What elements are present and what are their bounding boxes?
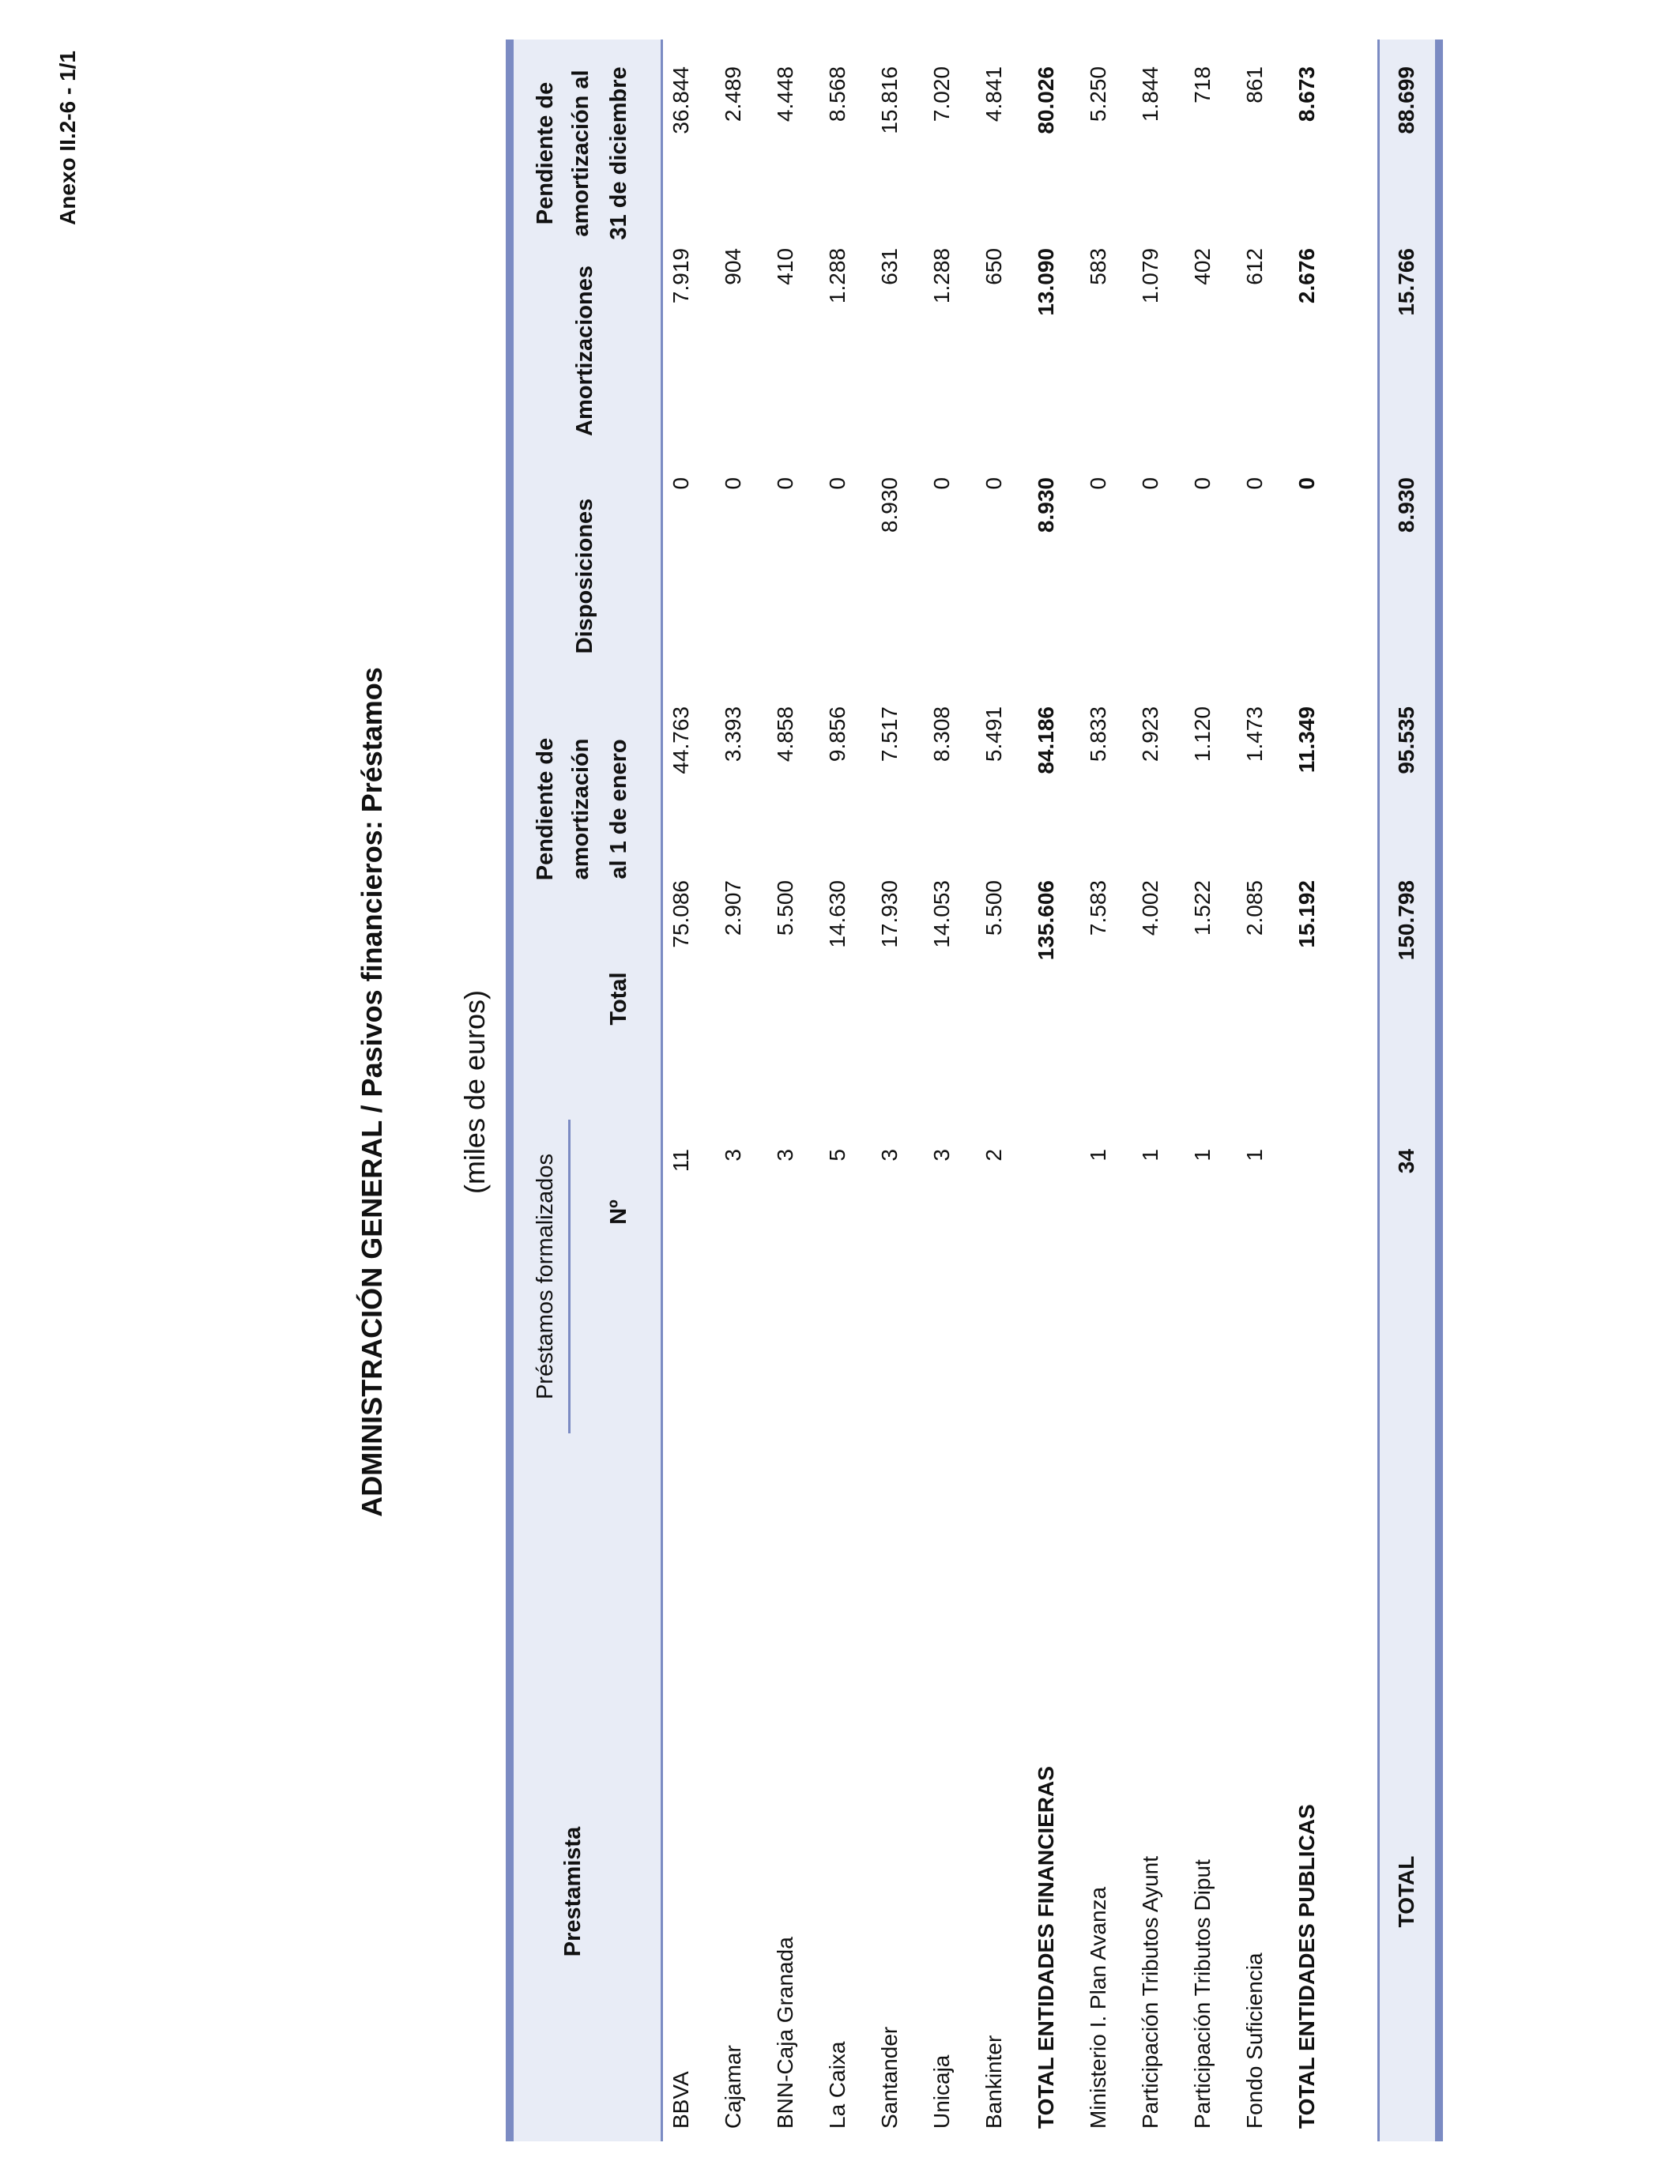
cell-pend1: 1.120 <box>1190 706 1215 763</box>
cell-pend1: 8.308 <box>929 706 954 763</box>
cell-pend1: 2.923 <box>1138 706 1162 763</box>
header-pend1-l1: Pendiente de <box>533 737 558 881</box>
cell-disp: 0 <box>929 477 954 490</box>
cell-disp: 8.930 <box>1394 477 1418 533</box>
cell-n: 1 <box>1138 1149 1162 1162</box>
cell-total: 75.086 <box>669 880 693 948</box>
cell-pend1: 7.517 <box>877 706 902 763</box>
table-row <box>822 0 853 2184</box>
header-total: Total <box>606 972 631 1026</box>
cell-name: BBVA <box>669 2071 693 2129</box>
cell-disp: 0 <box>1242 477 1267 490</box>
cell-total: 5.500 <box>981 880 1006 936</box>
table-row <box>926 0 958 2184</box>
header-pend1-l2: amortización <box>568 738 593 880</box>
cell-n: 1 <box>1086 1149 1110 1162</box>
cell-amort: 410 <box>773 248 797 285</box>
cell-amort: 7.919 <box>669 248 693 304</box>
cell-amort: 402 <box>1190 248 1215 285</box>
subtotal-row-publicas <box>1291 0 1323 2184</box>
cell-pend2: 8.568 <box>825 66 849 122</box>
cell-name: Unicaja <box>929 2054 954 2129</box>
cell-amort: 15.766 <box>1394 248 1418 316</box>
cell-amort: 650 <box>981 248 1006 285</box>
subtotal-row-financieras <box>1030 0 1062 2184</box>
cell-pend2: 2.489 <box>721 66 745 122</box>
header-n: Nº <box>606 1199 631 1225</box>
cell-pend2: 718 <box>1190 66 1215 104</box>
cell-pend1: 5.833 <box>1086 706 1110 763</box>
cell-total: 1.522 <box>1190 880 1215 936</box>
cell-pend2: 4.448 <box>773 66 797 122</box>
cell-n: 11 <box>669 1149 693 1173</box>
cell-name: Ministerio I. Plan Avanza <box>1086 1886 1110 2129</box>
cell-pend1: 95.535 <box>1394 706 1418 774</box>
cell-pend1: 3.393 <box>721 706 745 763</box>
cell-name: Fondo Suficiencia <box>1242 1952 1267 2129</box>
cell-name: TOTAL ENTIDADES FINANCIERAS <box>1034 1766 1058 2129</box>
cell-pend1: 9.856 <box>825 706 849 763</box>
cell-pend2: 5.250 <box>1086 66 1110 122</box>
cell-disp: 0 <box>825 477 849 490</box>
cell-amort: 904 <box>721 248 745 285</box>
cell-name: Participación Tributos Ayunt <box>1138 1855 1162 2129</box>
header-pend2-l3: 31 de diciembre <box>606 66 631 240</box>
cell-pend1: 1.473 <box>1242 706 1267 763</box>
table-row <box>718 0 749 2184</box>
cell-n <box>1030 1149 1062 1267</box>
cell-disp: 0 <box>1190 477 1215 490</box>
table-row <box>874 0 906 2184</box>
cell-disp: 0 <box>981 477 1006 490</box>
cell-amort: 583 <box>1086 248 1110 285</box>
header-disposiciones: Disposiciones <box>572 498 597 654</box>
cell-n: 1 <box>1190 1149 1215 1162</box>
cell-disp: 0 <box>669 477 693 490</box>
cell-disp: 0 <box>1294 477 1319 490</box>
cell-total: 4.002 <box>1138 880 1162 936</box>
cell-total: 135.606 <box>1034 880 1058 961</box>
cell-total: 7.583 <box>1086 880 1110 936</box>
cell-name: TOTAL ENTIDADES PUBLICAS <box>1294 1804 1319 2129</box>
cell-n <box>1291 1149 1323 1267</box>
cell-name: TOTAL <box>1394 1855 1418 1928</box>
header-amortizaciones: Amortizaciones <box>572 265 597 436</box>
grand-total-row <box>1391 0 1422 2184</box>
cell-pend2: 1.844 <box>1138 66 1162 122</box>
cell-pend1: 84.186 <box>1034 706 1058 774</box>
header-divider <box>568 1120 571 1433</box>
cell-name: Santander <box>877 2026 902 2129</box>
cell-n: 3 <box>773 1149 797 1162</box>
header-formalizados: Préstamos formalizados <box>533 1153 558 1400</box>
header-prestamista: Prestamista <box>560 1826 586 1957</box>
annex-label: Anexo II.2-6 - 1/1 <box>55 51 80 225</box>
cell-pend1: 44.763 <box>669 706 693 774</box>
cell-total: 150.798 <box>1394 880 1418 961</box>
cell-amort: 631 <box>877 248 902 285</box>
cell-pend1: 4.858 <box>773 706 797 763</box>
cell-disp: 8.930 <box>877 477 902 533</box>
cell-pend1: 5.491 <box>981 706 1006 763</box>
cell-name: BNN-Caja Granada <box>773 1937 797 2129</box>
cell-n: 1 <box>1242 1149 1267 1162</box>
header-pend2-l2: amortización al <box>568 70 593 237</box>
header-pend2-l1: Pendiente de <box>533 81 558 225</box>
table-row <box>1239 0 1271 2184</box>
cell-pend2: 861 <box>1242 66 1267 104</box>
table-row <box>1083 0 1114 2184</box>
cell-amort: 13.090 <box>1034 248 1058 316</box>
cell-n: 5 <box>825 1149 849 1162</box>
page-title: ADMINISTRACIÓN GENERAL / Pasivos financieros: Préstamos <box>356 667 388 1517</box>
cell-disp: 0 <box>721 477 745 490</box>
cell-disp: 8.930 <box>1034 477 1058 533</box>
cell-name: Bankinter <box>981 2035 1006 2129</box>
table-row <box>770 0 801 2184</box>
cell-amort: 1.288 <box>929 248 954 304</box>
cell-amort: 2.676 <box>1294 248 1319 304</box>
cell-n: 34 <box>1394 1149 1418 1174</box>
cell-pend2: 15.816 <box>877 66 902 134</box>
cell-total: 14.630 <box>825 880 849 948</box>
cell-pend2: 4.841 <box>981 66 1006 122</box>
cell-amort: 1.079 <box>1138 248 1162 304</box>
table-row <box>665 0 697 2184</box>
cell-total: 5.500 <box>773 880 797 936</box>
cell-name: Participación Tributos Diput <box>1190 1859 1215 2129</box>
cell-amort: 1.288 <box>825 248 849 304</box>
cell-pend2: 80.026 <box>1034 66 1058 134</box>
page-subtitle: (miles de euros) <box>458 989 491 1195</box>
table-row <box>1135 0 1166 2184</box>
cell-n: 3 <box>721 1149 745 1162</box>
table-row <box>1187 0 1219 2184</box>
cell-name: Cajamar <box>721 2045 745 2129</box>
cell-pend2: 8.673 <box>1294 66 1319 122</box>
cell-total: 2.085 <box>1242 880 1267 936</box>
cell-amort: 612 <box>1242 248 1267 285</box>
cell-pend2: 36.844 <box>669 66 693 134</box>
cell-n: 2 <box>981 1149 1006 1162</box>
cell-total: 17.930 <box>877 880 902 948</box>
cell-n: 3 <box>929 1149 954 1162</box>
cell-pend2: 88.699 <box>1394 66 1418 134</box>
cell-n: 3 <box>877 1149 902 1162</box>
cell-pend2: 7.020 <box>929 66 954 122</box>
cell-disp: 0 <box>1086 477 1110 490</box>
cell-disp: 0 <box>1138 477 1162 490</box>
table-row <box>978 0 1010 2184</box>
cell-total: 2.907 <box>721 880 745 936</box>
cell-total: 15.192 <box>1294 880 1319 948</box>
header-pend1-l3: al 1 de enero <box>606 739 631 879</box>
cell-disp: 0 <box>773 477 797 490</box>
cell-name: La Caixa <box>825 2041 849 2129</box>
cell-total: 14.053 <box>929 880 954 948</box>
cell-pend1: 11.349 <box>1294 706 1319 774</box>
